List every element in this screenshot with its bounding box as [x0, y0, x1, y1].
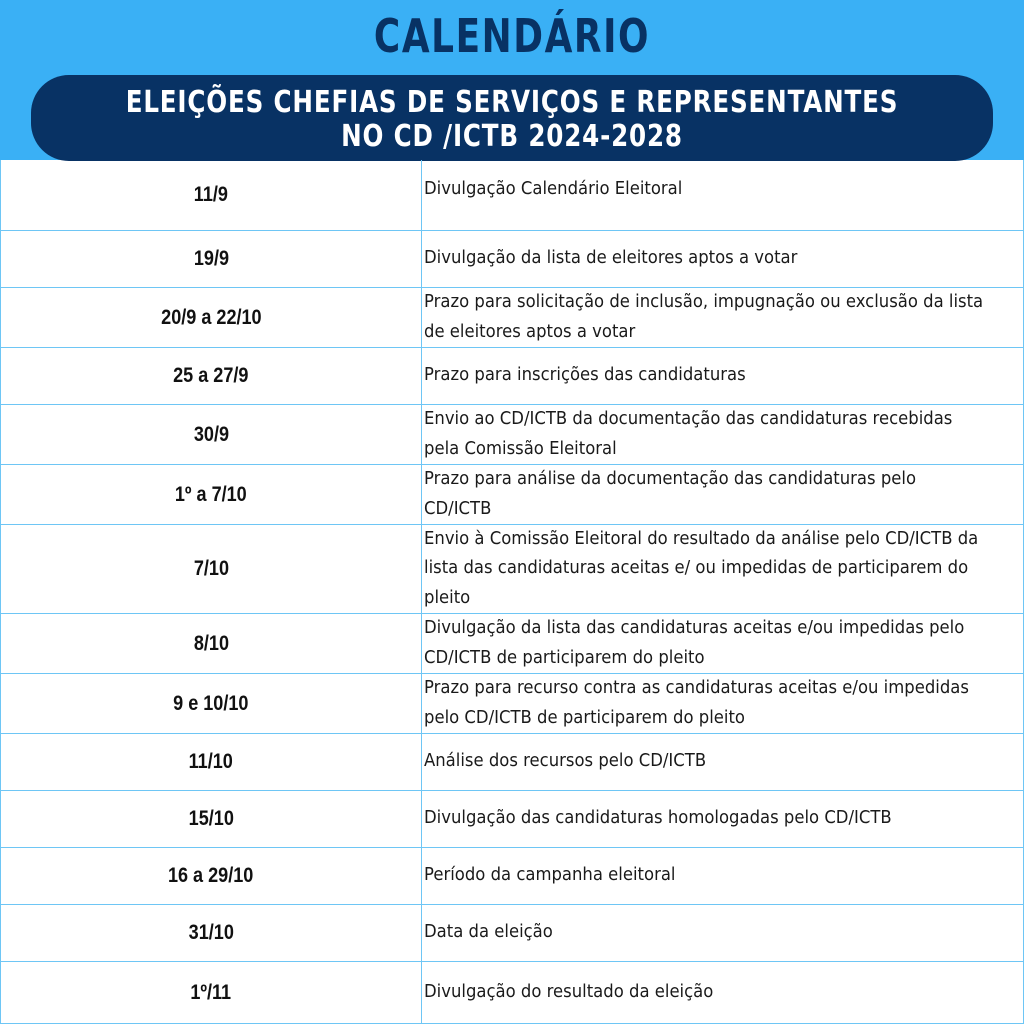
description-cell: Envio ao CD/ICTB da documentação das candidaturas recebidas pela Comissão Eleitoral	[424, 409, 953, 459]
date-cell: 20/9 a 22/10	[1, 288, 422, 347]
header-banner	[0, 0, 1024, 160]
description-cell: Prazo para solicitação de inclusão, impugnação ou exclusão da lista de eleitores aptos a votar	[424, 292, 984, 342]
description-cell: Prazo para inscrições das candidaturas	[424, 365, 746, 386]
table-row	[1, 905, 1024, 962]
date-cell: 25 a 27/9	[1, 348, 422, 404]
description-cell: Divulgação da lista das candidaturas aceitas e/ou impedidas pelo CD/ICTB de participarem do pleito	[424, 618, 965, 668]
subtitle-line-1: ELEIÇÕES CHEFIAS DE SERVIÇOS E REPRESENTANTES	[125, 85, 899, 120]
table-row	[1, 674, 1024, 734]
schedule-table	[0, 160, 1024, 1024]
description-cell: Divulgação Calendário Eleitoral	[424, 179, 683, 200]
page-title: CALENDÁRIO	[373, 9, 651, 63]
date-cell: 7/10	[1, 525, 422, 613]
table-row	[1, 848, 1024, 905]
date-cell: 30/9	[1, 405, 422, 464]
date-cell: 11/10	[1, 734, 422, 790]
description-cell: Data da eleição	[424, 922, 553, 943]
description-cell: Período da campanha eleitoral	[424, 865, 676, 886]
date-cell: 19/9	[1, 231, 422, 287]
subtitle-line-2: NO CD /ICTB 2024-2028	[341, 119, 683, 154]
date-cell: 8/10	[1, 614, 422, 673]
description-cell: Divulgação das candidaturas homologadas pelo CD/ICTB	[424, 808, 892, 829]
table-row	[1, 465, 1024, 525]
description-cell: Análise dos recursos pelo CD/ICTB	[424, 751, 707, 772]
description-cell: Prazo para análise da documentação das candidaturas pelo CD/ICTB	[424, 469, 917, 519]
table-row	[1, 734, 1024, 791]
date-cell: 16 a 29/10	[1, 848, 422, 904]
date-cell: 11/9	[1, 160, 422, 230]
date-cell: 31/10	[1, 905, 422, 961]
table-row	[1, 348, 1024, 405]
table-row	[1, 525, 1024, 614]
date-cell: 15/10	[1, 791, 422, 847]
description-cell: Envio à Comissão Eleitoral do resultado da análise pelo CD/ICTB da lista das candidaturas aceitas e/ ou impedidas de participarem do pleito	[424, 528, 979, 608]
date-cell: 1º a 7/10	[1, 465, 422, 524]
table-row	[1, 614, 1024, 674]
description-cell: Divulgação do resultado da eleição	[424, 981, 714, 1002]
table-row	[1, 962, 1024, 1024]
table-row	[1, 288, 1024, 348]
table-row	[1, 405, 1024, 465]
table-row	[1, 791, 1024, 848]
date-cell: 1º/11	[1, 962, 422, 1023]
table-row	[1, 160, 1024, 231]
description-cell: Divulgação da lista de eleitores aptos a votar	[424, 248, 798, 269]
description-cell: Prazo para recurso contra as candidaturas aceitas e/ou impedidas pelo CD/ICTB de participarem do pleito	[424, 678, 969, 728]
table-row	[1, 231, 1024, 288]
subtitle-banner	[31, 75, 993, 161]
date-cell: 9 e 10/10	[1, 674, 422, 733]
